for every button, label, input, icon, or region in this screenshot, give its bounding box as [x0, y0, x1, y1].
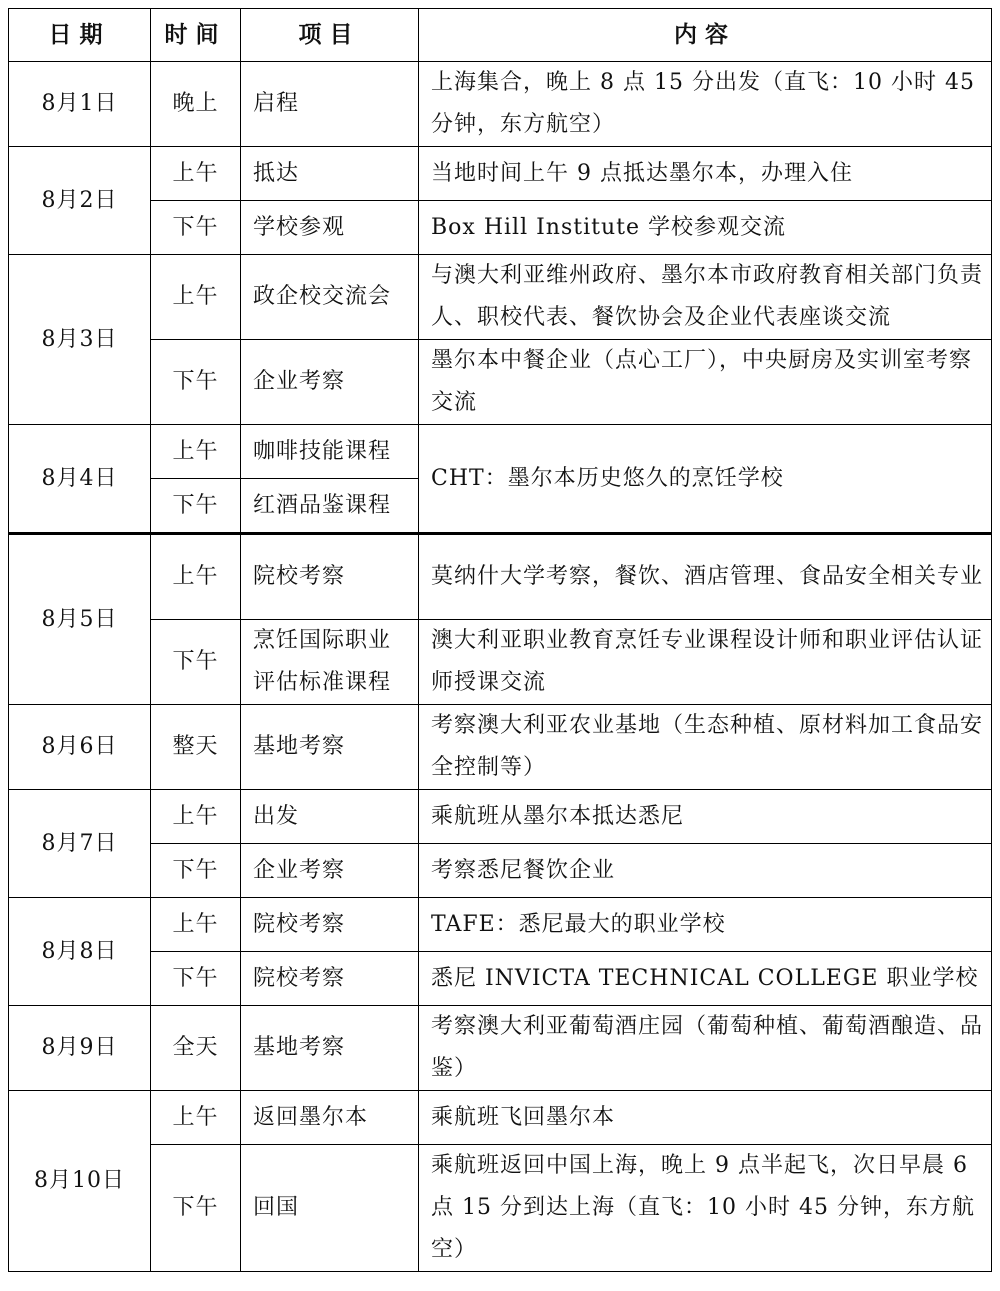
item-cell: 基地考察 — [241, 705, 419, 790]
date-cell: 8月10日 — [9, 1091, 151, 1272]
itinerary-table — [8, 8, 992, 1272]
content-cell: 乘航班飞回墨尔本 — [419, 1091, 992, 1145]
time-cell: 上午 — [151, 898, 241, 952]
date-cell: 8月3日 — [9, 255, 151, 425]
item-cell: 基地考察 — [241, 1006, 419, 1091]
item-cell: 抵达 — [241, 147, 419, 201]
content-cell: 墨尔本中餐企业（点心工厂），中央厨房及实训室考察交流 — [419, 340, 992, 425]
content-cell: 乘航班返回中国上海，晚上 9 点半起飞，次日早晨 6 点 15 分到达上海（直飞：10 小时 45 分钟，东方航空） — [419, 1145, 992, 1272]
time-cell: 下午 — [151, 952, 241, 1006]
item-cell: 红酒品鉴课程 — [241, 479, 419, 534]
item-cell: 院校考察 — [241, 898, 419, 952]
time-cell: 上午 — [151, 790, 241, 844]
table-row — [9, 1091, 992, 1145]
time-cell: 下午 — [151, 844, 241, 898]
time-cell: 整天 — [151, 705, 241, 790]
table-row — [9, 534, 992, 620]
item-cell: 学校参观 — [241, 201, 419, 255]
table-row — [9, 340, 992, 425]
time-cell: 下午 — [151, 620, 241, 705]
table-row — [9, 844, 992, 898]
content-cell: TAFE：悉尼最大的职业学校 — [419, 898, 992, 952]
time-cell: 上午 — [151, 534, 241, 620]
date-cell: 8月7日 — [9, 790, 151, 898]
content-cell: 考察悉尼餐饮企业 — [419, 844, 992, 898]
header-item: 项目 — [241, 9, 419, 62]
item-cell: 回国 — [241, 1145, 419, 1272]
item-cell: 烹饪国际职业评估标准课程 — [241, 620, 419, 705]
table-row — [9, 62, 992, 147]
table-row — [9, 952, 992, 1006]
table-row — [9, 898, 992, 952]
item-cell: 咖啡技能课程 — [241, 425, 419, 479]
item-cell: 政企校交流会 — [241, 255, 419, 340]
content-cell: 澳大利亚职业教育烹饪专业课程设计师和职业评估认证师授课交流 — [419, 620, 992, 705]
content-cell: 上海集合，晚上 8 点 15 分出发（直飞：10 小时 45 分钟，东方航空） — [419, 62, 992, 147]
item-cell: 启程 — [241, 62, 419, 147]
date-cell: 8月9日 — [9, 1006, 151, 1091]
content-cell: 与澳大利亚维州政府、墨尔本市政府教育相关部门负责人、职校代表、餐饮协会及企业代表座谈交流 — [419, 255, 992, 340]
header-time: 时间 — [151, 9, 241, 62]
table-row — [9, 147, 992, 201]
time-cell: 上午 — [151, 255, 241, 340]
date-cell: 8月1日 — [9, 62, 151, 147]
content-cell: 莫纳什大学考察，餐饮、酒店管理、食品安全相关专业 — [419, 534, 992, 620]
content-cell: CHT：墨尔本历史悠久的烹饪学校 — [419, 425, 992, 534]
table-row — [9, 255, 992, 340]
table-row — [9, 620, 992, 705]
time-cell: 上午 — [151, 425, 241, 479]
time-cell: 晚上 — [151, 62, 241, 147]
time-cell: 下午 — [151, 1145, 241, 1272]
date-cell: 8月4日 — [9, 425, 151, 534]
table-row — [9, 705, 992, 790]
time-cell: 上午 — [151, 1091, 241, 1145]
time-cell: 下午 — [151, 479, 241, 534]
content-cell: 当地时间上午 9 点抵达墨尔本，办理入住 — [419, 147, 992, 201]
table-row — [9, 201, 992, 255]
content-cell: 悉尼 INVICTA TECHNICAL COLLEGE 职业学校 — [419, 952, 992, 1006]
content-cell: 考察澳大利亚农业基地（生态种植、原材料加工食品安全控制等） — [419, 705, 992, 790]
content-cell: 乘航班从墨尔本抵达悉尼 — [419, 790, 992, 844]
header-content: 内容 — [419, 9, 992, 62]
item-cell: 返回墨尔本 — [241, 1091, 419, 1145]
time-cell: 上午 — [151, 147, 241, 201]
content-cell: Box Hill Institute 学校参观交流 — [419, 201, 992, 255]
time-cell: 下午 — [151, 201, 241, 255]
item-cell: 企业考察 — [241, 844, 419, 898]
time-cell: 全天 — [151, 1006, 241, 1091]
item-cell: 院校考察 — [241, 952, 419, 1006]
date-cell: 8月6日 — [9, 705, 151, 790]
table-row — [9, 1006, 992, 1091]
table-row — [9, 790, 992, 844]
header-row — [9, 9, 992, 62]
date-cell: 8月2日 — [9, 147, 151, 255]
item-cell: 企业考察 — [241, 340, 419, 425]
header-date: 日期 — [9, 9, 151, 62]
date-cell: 8月5日 — [9, 534, 151, 705]
item-cell: 出发 — [241, 790, 419, 844]
table-row — [9, 1145, 992, 1272]
time-cell: 下午 — [151, 340, 241, 425]
content-cell: 考察澳大利亚葡萄酒庄园（葡萄种植、葡萄酒酿造、品鉴） — [419, 1006, 992, 1091]
date-cell: 8月8日 — [9, 898, 151, 1006]
item-cell: 院校考察 — [241, 534, 419, 620]
table-row — [9, 425, 992, 479]
